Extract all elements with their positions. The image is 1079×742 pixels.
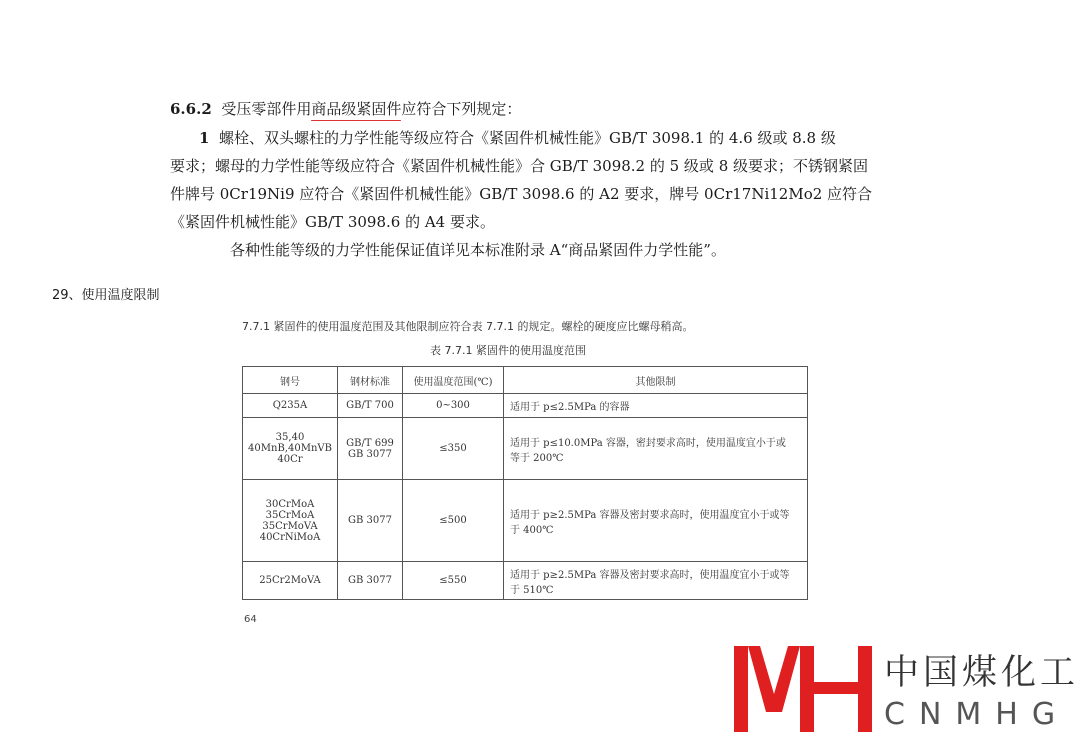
cell-standard: GB 3077 — [338, 562, 403, 600]
item1-line3: 件牌号 0Cr19Ni9 应符合《紧固件机械性能》GB/T 3098.6 的 A2 要求，牌号 0Cr17Ni12Mo2 应符合 — [170, 185, 873, 203]
header-limit: 其他限制 — [504, 367, 808, 394]
cell-temp: 0~300 — [403, 394, 504, 418]
section-heading — [170, 96, 521, 122]
cell-limit: 适用于 p≥2.5MPa 容器及密封要求高时，使用温度宜小于或等 于 400℃ — [504, 480, 808, 562]
cell-limit: 适用于 p≤10.0MPa 容器，密封要求高时，使用温度宜小于或 等于 200℃ — [504, 418, 808, 480]
cell-temp: ≤500 — [403, 480, 504, 562]
logo-chinese-text: 中国煤化工 — [884, 653, 1079, 693]
item1-line4: 《紧固件机械性能》GB/T 3098.6 的 A4 要求。 — [170, 213, 495, 231]
section-number: 6.6.2 — [170, 100, 212, 118]
section-title-highlight: 商品级紧固件 — [311, 100, 402, 118]
cnmhg-logo-icon — [734, 642, 874, 734]
cell-grade: 30CrMoA 35CrMoA 35CrMoVA 40CrNiMoA — [243, 480, 338, 562]
cell-limit: 适用于 p≤2.5MPa 的容器 — [504, 394, 808, 418]
header-temp: 使用温度范围(℃) — [403, 367, 504, 394]
item1-line2: 要求；螺母的力学性能等级应符合《紧固件机械性能》合 GB/T 3098.2 的 5 级或 8 级要求；不锈钢紧固 — [170, 157, 869, 175]
scanned-excerpt — [238, 316, 813, 616]
cell-temp: ≤350 — [403, 418, 504, 480]
cell-standard: GB 3077 — [338, 480, 403, 562]
table-row — [243, 418, 808, 480]
cell-standard: GB/T 699 GB 3077 — [338, 418, 403, 480]
item1-line1-text: 螺栓、双头螺柱的力学性能等级应符合《紧固件机械性能》GB/T 3098.1 的 4.6 级或 8.8 级 — [218, 129, 836, 147]
cell-grade: 25Cr2MoVA — [243, 562, 338, 600]
note-29: 29、使用温度限制 — [52, 288, 160, 303]
table-caption: 表 7.7.1 紧固件的使用温度范围 — [430, 344, 586, 357]
page-number: 64 — [244, 614, 257, 625]
cell-standard: GB/T 700 — [338, 394, 403, 418]
temperature-table — [242, 366, 808, 600]
clause-7-7-1: 7.7.1 紧固件的使用温度范围及其他限制应符合表 7.7.1 的规定。螺栓的硬度应比螺母稍高。 — [242, 320, 694, 333]
cell-limit: 适用于 p≥2.5MPa 容器及密封要求高时，使用温度宜小于或等 于 510℃ — [504, 562, 808, 600]
item1-line1 — [199, 125, 836, 151]
section-title-after: 应符合下列规定： — [401, 100, 522, 118]
table-row — [243, 562, 808, 600]
cell-grade: Q235A — [243, 394, 338, 418]
section-title-before: 受压零部件用 — [221, 100, 312, 118]
logo-english-text: CNMHG — [884, 697, 1070, 732]
item1-number: 1 — [199, 129, 210, 147]
table-row — [243, 480, 808, 562]
table-row — [243, 394, 808, 418]
header-grade: 钢号 — [243, 367, 338, 394]
paragraph-2: 各种性能等级的力学性能保证值详见本标准附录 A“商品紧固件力学性能”。 — [230, 241, 726, 259]
header-standard: 钢材标准 — [338, 367, 403, 394]
cell-grade: 35,40 40MnB,40MnVB 40Cr — [243, 418, 338, 480]
cell-temp: ≤550 — [403, 562, 504, 600]
table-header-row — [243, 367, 808, 394]
